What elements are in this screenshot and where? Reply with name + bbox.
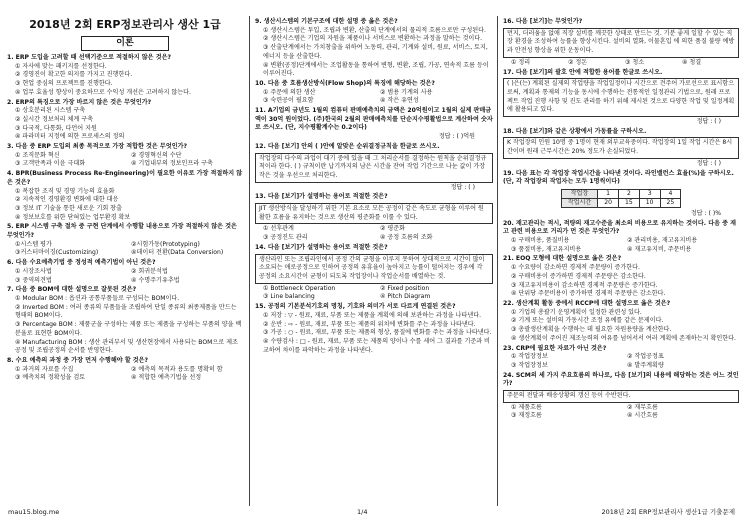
question: [503, 18, 739, 68]
question-text: 10. 다음 중 흐름생산방식(Flow Shop)의 특징에 해당하는 것은?: [255, 79, 435, 87]
question: [7, 99, 243, 143]
answer-option: ② Fixed position: [380, 284, 430, 292]
question: [255, 193, 493, 243]
answer-option: ① 제품흐름: [511, 403, 542, 411]
question: [255, 303, 493, 355]
answer-option: ③ 작업장정보: [511, 361, 548, 369]
answer-option: ② 범용 기계의 사용: [380, 88, 433, 96]
answer-option: ② 운반 : ⇨ - 원료, 재료, 부품 또는 제품의 위치에 변화를 주는 과정을 나타낸다.: [263, 320, 476, 328]
answer-option: ④데이터 전환(Data Conversion): [131, 249, 224, 257]
answer-option: ③ 재고유지비용이 감소하면 경제적 주문량은 증가한다.: [511, 281, 658, 289]
work-time-table: [561, 189, 682, 208]
answer-options: [7, 152, 243, 169]
table-header-cell: 1: [598, 189, 619, 198]
answer-option: ③ 청소: [625, 58, 645, 66]
table-row-label: 작업시간: [561, 198, 598, 207]
column-1: [7, 18, 243, 384]
question: [503, 128, 739, 169]
answer-option: ② 기계 또는 설비의 가동시간 조정 유예를 같은 문제이다.: [511, 317, 664, 325]
answer-options: [503, 404, 739, 421]
question-text: 2. ERP의 특징으로 가장 바르지 않은 것은 무엇인가?: [7, 98, 152, 106]
answer-option: ④ 단위당 주문비용이 증가하면 경제적 주문량은 감소한다.: [511, 290, 666, 298]
answer-option: ③ 현업 중심의 프로젝트를 진행한다.: [15, 80, 113, 88]
answer-option: ③ 다국적, 다통화, 다언어 지원: [15, 124, 97, 132]
question: [7, 259, 243, 285]
example-box: K 작업장의 인원 10명 중 1명이 현재 외부교육중이다. 작업장의 1일 작업 시간은 8시간이며 원래 근무시간은 20% 정도가 손실되었다.: [503, 137, 739, 158]
table-cell: 15: [619, 198, 640, 207]
example-box: 먼지, 더러움을 없애 직장 설비를 깨끗한 상태로 만드는 것. 기분 좋게 일할 수 있는 직장 환경을 조성하여 능률을 향상시킨다. 설비의 열화, 이물혼입 에 의한 품질 불량 예방과 안전성 향상을 위한 운동이다.: [503, 28, 739, 58]
question: [255, 18, 493, 79]
answer-option: ② 경영진이 확고한 의지를 가지고 진행한다.: [15, 71, 133, 79]
question: [7, 286, 243, 356]
answer-option: ④ 발주계획량: [627, 361, 664, 369]
question-text: 14. 다음 [보기]가 설명하는 용어로 적절한 것은?: [255, 243, 388, 251]
answer-options: [7, 366, 243, 383]
question-text: 22. 생산계획 활동 중에서 RCCP에 대한 설명으로 옳은 것은?: [503, 299, 671, 307]
column-3: [503, 18, 739, 422]
question-text: 13. 다음 [보기]가 설명하는 용어로 적절한 것은?: [255, 193, 388, 201]
question-text: 15. 공정의 기본분석기호의 명칭, 기호와 의미가 서로 다르게 연결된 것은?: [255, 303, 456, 311]
example-box: 작업장의 다수의 과업이 대기 중에 있을 때 그 처리순서를 결정하는 원칙을 순위결정규칙이라 한다. ( ) 규칙이란 납기까지의 남은 시간을 잔여 작업 기간으로 나눈 값이 가장 작은 것을 우선으로 처리한다.: [255, 153, 493, 183]
answer-option: ③ 총괄생산계획을 수행하는 데 필요한 자원용량을 계산한다.: [511, 326, 672, 334]
answer-option: ④ 청결: [682, 58, 702, 66]
question-text: 1. ERP 도입을 고려할 때 선택기준으로 적절하지 않은 것은?: [7, 54, 172, 61]
answer-option: ① 복잡한 조직 및 경영 기능의 효율화: [15, 187, 115, 195]
question-text: 16. 다음 [보기]는 무엇인가?: [503, 18, 583, 25]
answer-option: ③ 정보 IT 기술을 통한 새로운 기회 창출: [15, 204, 122, 212]
question: [7, 54, 243, 98]
question-text: 4. BPR(Business Process Re-Engineering)이 필요한 이유로 가장 적절하지 않은 것은?: [7, 170, 243, 186]
answer-option: ② 경영혁신의 수단: [131, 151, 182, 159]
answer-option: ③ 예측치의 정확성을 검토: [15, 374, 86, 382]
answer-option: ② Inverted BOM : 여러 종류의 부품들을 조립하여 단일 종류의 최종제품을 만드는 형태의 BOM이다.: [15, 303, 237, 320]
answer-option: ① Modular BOM : 옵션과 공통부품들로 구성되는 BOM이다.: [15, 294, 180, 302]
answer-option: ③ 산출단계에서는 가치창출을 위하여 노동력, 관리, 기계와 설비, 원료, 서비스, 토지, 에너지 등을 산출한다.: [263, 44, 488, 60]
question: [7, 223, 243, 258]
question: [255, 80, 493, 106]
question: [503, 300, 739, 344]
question: [7, 143, 243, 169]
example-box: ( )은(는) 계획된 실제의 작업량을 작업일정이나 시간으로 견주어 가로선으로 표시함으로써, 계획과 통제의 기능을 동시에 수행하는 전통적인 일정관리 기법으로, 원래 프로젝트 작업 진행 사항 및 진도 관리를 하기 위해 제시된 것으로 다양한 작업 및 일정계획에 활용되고 있다.: [503, 78, 739, 117]
answer-option: ④ 시간흐름: [627, 412, 658, 420]
answer-option: ② 작업공정표: [627, 353, 664, 361]
example-box: JIT 생산방식을 달성하기 위한 기본 요소로 모든 공정이 같은 속도로 균형을 이루어 원활한 흐름을 유지하는 것으로 생산의 평준화를 이룰 수 있다.: [255, 203, 493, 224]
answer-options: [503, 59, 739, 68]
answer-blank: 정답 : ( ): [696, 118, 721, 126]
question-text: 24. SCM의 세 가지 주요흐름의 하나로, 다음 [보기]의 내용에 해당하는 것은 어느 것인가?: [503, 371, 739, 388]
answer-option: ①시스템 평가: [15, 240, 52, 248]
table-cell: 10: [639, 198, 660, 207]
answer-options: [255, 285, 493, 302]
example-box: 주문의 전달과 배송상황의 갱신 등이 수반된다.: [503, 390, 739, 403]
answer-blank: 정답 : ( ): [450, 183, 475, 191]
question-text: 8. 수요 예측의 과정 중 가장 먼저 수행해야 할 것은?: [7, 356, 149, 364]
column-divider: [249, 16, 250, 506]
footer-exam-title: 2018년 2회 ERP정보관리사 생산1급 기출문제: [601, 508, 735, 516]
question-text: 17. 다음 [보기]의 괄호 안에 적합한 용어를 한글로 쓰시오.: [503, 68, 663, 76]
answer-option: ① 생산시스템은 투입, 조립과 변환, 산출의 단계에서의 물리적 흐름으로만 구성된다.: [263, 26, 486, 34]
answer-options: [255, 89, 493, 106]
answer-option: ② 재무흐름: [627, 403, 658, 411]
question-text: 7. 다음 중 BOM에 대한 설명으로 잘못된 것은?: [7, 286, 137, 294]
question: [255, 244, 493, 302]
answer-option: ③ 재정흐름: [511, 412, 542, 420]
answer-options: [7, 241, 243, 258]
answer-option: ② 회귀분석법: [131, 267, 168, 275]
question: [503, 170, 739, 219]
answer-option: ① 저장 : ▽ - 원료, 재료, 부품 또는 제품을 계획에 의해 보관하는 과정을 나타낸다.: [263, 311, 482, 319]
footer-blog: mau15.blog.me: [8, 508, 60, 516]
answer-option: ④ 변환(공정)단계에서는 조업활동을 통하여 변형, 변환, 조립, 가공, 연속적 흐름 등이 이루어진다.: [263, 61, 489, 78]
question: [7, 170, 243, 222]
question-text: 18. 다음 [보기]와 같은 상황에서 가동률을 구하시오.: [503, 127, 647, 135]
question-text: 5. ERP 시스템 구축 절차 중 구현 단계에서 수행할 내용으로 가장 적절하지 않은 것은 무엇인가?: [7, 223, 237, 240]
answer-option: ① 수요량이 감소하면 경제적 주문량이 증가한다.: [511, 264, 640, 272]
answer-option: ① 선후관계: [263, 225, 294, 233]
answer-option: ④ 수량검사 : □ - 원료, 재료, 부품 또는 제품의 양이나 수를 세어 그 결과를 기준과 비교하여 차이를 파악하는 과정을 나타낸다.: [263, 337, 490, 354]
answer-option: ① 시장조사법: [15, 267, 52, 275]
answer-option: ③ 고객만족과 이윤 극대화: [15, 160, 86, 168]
answer-option: ③ 가공 : ○ - 원료, 재료, 부품 또는 제품의 형상, 품질에 변화를 주는 과정을 나타낸다.: [263, 329, 492, 337]
question-text: 6. 다음 수요예측기법 중 정성적 예측기법이 아닌 것은?: [7, 259, 156, 267]
table-header-cell: 2: [619, 189, 640, 198]
answer-option: ② 실시간 정보처리 체계 구축: [15, 115, 93, 123]
answer-option: ② 지속적인 경영환경 변화에 대한 대응: [15, 196, 119, 204]
answer-option: ② 정돈: [568, 58, 588, 66]
answer-option: ② 예측의 목적과 용도를 명확히 함: [131, 365, 223, 373]
question: [503, 372, 739, 422]
table-header-cell: 3: [639, 189, 660, 198]
answer-option: ② 관리비용, 재고유지비용: [627, 237, 698, 245]
answer-option: ① 주문에 의한 생산: [263, 88, 316, 96]
answer-option: ① 상호분리된 시스템 구축: [15, 107, 86, 115]
question: [255, 107, 493, 142]
answer-blank: 정답 : ( ): [696, 159, 721, 167]
table-cell: 20: [598, 198, 619, 207]
answer-option: ④ 생산계획이 주어진 제조능력의 여유를 넘어서서 여러 계획에 존재하는지 확인한다.: [511, 334, 736, 342]
answer-blank: 정답 : ( )%: [690, 209, 721, 217]
answer-option: ① 기업의 총괄기 운영계획이 일정한 관련성 있다.: [511, 308, 642, 316]
answer-option: ③커스터마이징(Customizing): [15, 249, 99, 257]
column-2: [255, 18, 493, 356]
question: [7, 357, 243, 383]
answer-option: ④ 기업내부의 정보인프라 구축: [131, 160, 213, 168]
answer-option: ②시험가동(Prototyping): [131, 240, 200, 248]
page-title: 2018년 2회 ERP정보관리사 생산 1급: [29, 18, 221, 31]
answer-option: ① 과거의 자료를 수집: [15, 365, 74, 373]
question-text: 19. 다음 표는 각 작업장 작업시간을 나타낸 것이다. 라인밸런스 효율(%)을 구하시오. (단, 각 작업장의 작업자는 모두 1명씩이다): [503, 169, 734, 186]
column-divider: [497, 16, 498, 506]
answer-option: ① 작업장정보: [511, 353, 548, 361]
question-text: 12. 다음 [보기] 안의 ( )안에 알맞은 순위결정규칙을 한글로 쓰시오.: [255, 142, 440, 150]
question-text: 3. 다음 중 ERP 도입의 최종 목적으로 가장 적합한 것은 무엇인가?: [7, 143, 188, 151]
answer-option: ③ 숙련공이 필요함: [263, 97, 314, 105]
answer-option: ③ Line balancing: [263, 293, 315, 301]
example-box: 생산라인 또는 조립라인에서 공정 간의 균형을 이루지 못하여 상대적으로 시간이 많이 소요되는 애로공정으로 인하여 공정의 유휴율이 높아지고 능률이 떨어지는 경우에 각 공정의 소요시간이 균형이 되도록 작업장이나 작업순서를 배열하는 것.: [255, 254, 493, 284]
answer-blank: 정답 : ( )억원: [438, 133, 475, 141]
question: [503, 345, 739, 371]
question-text: 11. A기업의 금년도 1월의 컴퓨터 판매예측치의 금액은 20억원이고 1월의 실제 판매금액이 30억 원이었다. (주)한국의 2월의 판매예측치를 단순지수평활법으로 계산하여 숫자로 쓰시오. (단, 지수평활계수는 0.2이다): [255, 107, 493, 132]
question: [503, 69, 739, 127]
answer-option: ④ 작은 유연성: [380, 97, 419, 105]
answer-option: ② 생산시스템은 기업의 자원을 제품이나 서비스로 변환하는 과정을 말하는 것이다.: [263, 35, 483, 43]
question: [255, 143, 493, 193]
answer-option: ① 조직문화 혁신: [15, 151, 60, 159]
answer-option: ③ Percentage BOM : 제품군을 구성하는 제품 또는 제품을 구성하는 부품의 양을 백분율로 표현한 BOM이다.: [15, 321, 242, 337]
answer-option: ④ 업무 효율성 향상이 중요하므로 수익성 개선은 고려하지 않는다.: [15, 88, 191, 96]
question-text: 20. 재고관리는 적시, 적량의 재고수준을 최소의 비용으로 유지하는 것이다. 다음 중 재고 관련 비용으로 거리가 먼 것은 무엇인가?: [503, 219, 737, 236]
question: [503, 220, 739, 255]
answer-options: [503, 237, 739, 254]
answer-option: ② 평준화: [380, 225, 406, 233]
section-label: 이론: [81, 36, 169, 51]
answer-option: ① Bottleneck Operation: [263, 284, 336, 292]
footer-page-number: 1/4: [357, 508, 368, 516]
answer-options: [503, 353, 739, 370]
table-header-cell: 작업장: [561, 189, 598, 198]
answer-option: ④ Pitch Diagram: [380, 293, 431, 301]
table-header-cell: 4: [660, 189, 681, 198]
answer-options: [7, 268, 243, 285]
question-text: 23. CRP에 필요한 자료가 아닌 것은?: [503, 344, 607, 352]
answer-option: ③ 공정진도 관리: [263, 234, 308, 242]
question-text: 21. EOQ 모형에 대한 설명으로 옳은 것은?: [503, 255, 622, 263]
answer-option: ④ 수명주기유추법: [131, 276, 180, 284]
answer-option: ④ 재고유지비, 주문비용: [627, 245, 692, 253]
answer-option: ① 구매비용, 품질비용: [511, 237, 570, 245]
answer-option: ① 자사에 맞는 패키지를 선정한다.: [15, 62, 107, 70]
answer-option: ④ 적합한 예측기법을 선정: [131, 374, 202, 382]
answer-option: ① 정리: [511, 58, 531, 66]
table-cell: 25: [660, 198, 681, 207]
answer-option: ④ 파라미터 지정에 의한 프로세스의 정의: [15, 133, 125, 141]
answer-options: [255, 225, 493, 242]
answer-option: ② 구매비용이 증가하면 경제적 주문량은 감소한다.: [511, 272, 646, 280]
answer-option: ④ 정보보호를 위한 닫혀있는 업무환경 확보: [15, 213, 131, 221]
answer-option: ④ Manufacturing BOM : 생산 관리부서 및 생산현장에서 사용되는 BOM으로 제조공정 및 조립공정의 순서를 반영한다.: [15, 338, 238, 355]
answer-option: ③ 중역의견법: [15, 276, 52, 284]
question-text: 9. 생산시스템의 기본구조에 대한 설명 중 옳은 것은?: [255, 18, 398, 25]
answer-option: ④ 공정 흐름의 조화: [380, 234, 433, 242]
answer-option: ③ 품절비용, 재고유지비용: [511, 245, 582, 253]
question: [503, 255, 739, 299]
